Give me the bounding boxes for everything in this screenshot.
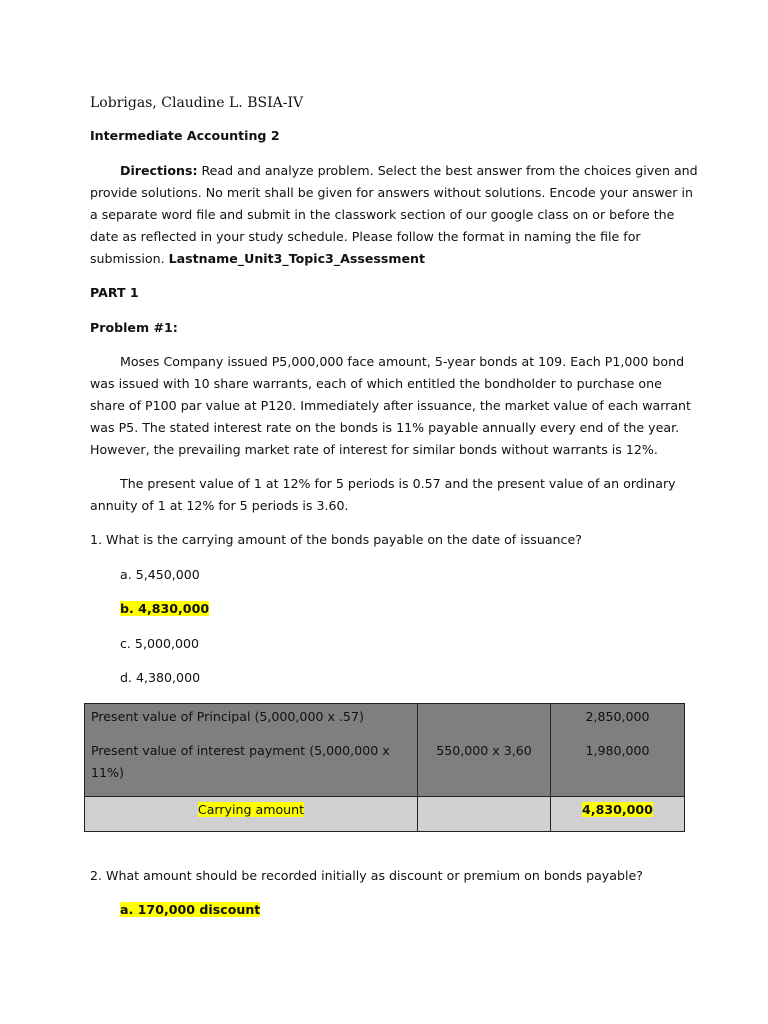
- directions-line-1: Directions: Read and analyze problem. Select the best answer from the choices given and: [120, 163, 698, 178]
- directions-line-4: date as reflected in your study schedule. Please follow the format in naming the file for: [90, 229, 641, 244]
- total-label-cell: Carrying amount: [85, 797, 418, 832]
- table-cell-labels: Present value of Principal (5,000,000 x .57) Present value of interest payment (5,000,000 x 11%): [85, 704, 418, 797]
- answer-highlight: b. 4,830,000: [120, 601, 210, 616]
- problem-para1-line-2: was issued with 10 share warrants, each of which entitled the bondholder to purchase one: [90, 376, 662, 391]
- file-name-format: Lastname_Unit3_Topic3_Assessment: [168, 251, 426, 266]
- table-row: [85, 704, 685, 797]
- problem-para2-line-2: annuity of 1 at 12% for 5 periods is 3.60.: [90, 498, 349, 513]
- student-name: Lobrigas, Claudine L. BSIA-IV: [90, 95, 304, 111]
- question-1: 1. What is the carrying amount of the bonds payable on the date of issuance?: [90, 532, 582, 547]
- directions-label: Directions:: [120, 163, 198, 178]
- directions-line-3: a separate word file and submit in the classwork section of our google class on or before the: [90, 207, 675, 222]
- part-heading: PART 1: [90, 285, 139, 300]
- problem-para1-line-4: was P5. The stated interest rate on the bonds is 11% payable annually every end of the year.: [90, 420, 680, 435]
- total-value-cell: 4,830,000: [551, 797, 685, 832]
- problem-para1-line-5: However, the prevailing market rate of interest for similar bonds without warrants is 12%.: [90, 442, 658, 457]
- directions-line-2: provide solutions. No merit shall be given for answers without solutions. Encode your answer in: [90, 185, 693, 200]
- problem-para2-line-1: The present value of 1 at 12% for 5 periods is 0.57 and the present value of an ordinary: [120, 476, 676, 491]
- problem-para1-line-1: Moses Company issued P5,000,000 face amount, 5-year bonds at 109. Each P1,000 bond: [120, 354, 685, 369]
- question-2: 2. What amount should be recorded initially as discount or premium on bonds payable?: [90, 868, 643, 883]
- table-cell-computation: 550,000 x 3,60: [418, 704, 551, 797]
- answer-highlight: a. 170,000 discount: [120, 902, 261, 917]
- empty-cell: [418, 797, 551, 832]
- choice-d: d. 4,380,000: [120, 670, 201, 685]
- choice-b-answer: [120, 598, 209, 620]
- question-2-answer: [120, 899, 260, 921]
- problem-title: Problem #1:: [90, 320, 178, 335]
- course-title: Intermediate Accounting 2: [90, 128, 280, 143]
- solution-table: [84, 703, 685, 832]
- table-cell-values: 2,850,000 1,980,000: [551, 704, 685, 797]
- directions-line-5: submission. Lastname_Unit3_Topic3_Assessment: [90, 251, 426, 266]
- choice-a: a. 5,450,000: [120, 567, 200, 582]
- choice-c: c. 5,000,000: [120, 636, 200, 651]
- problem-para1-line-3: share of P100 par value at P120. Immediately after issuance, the market value of each warrant: [90, 398, 691, 413]
- table-row: [85, 797, 685, 832]
